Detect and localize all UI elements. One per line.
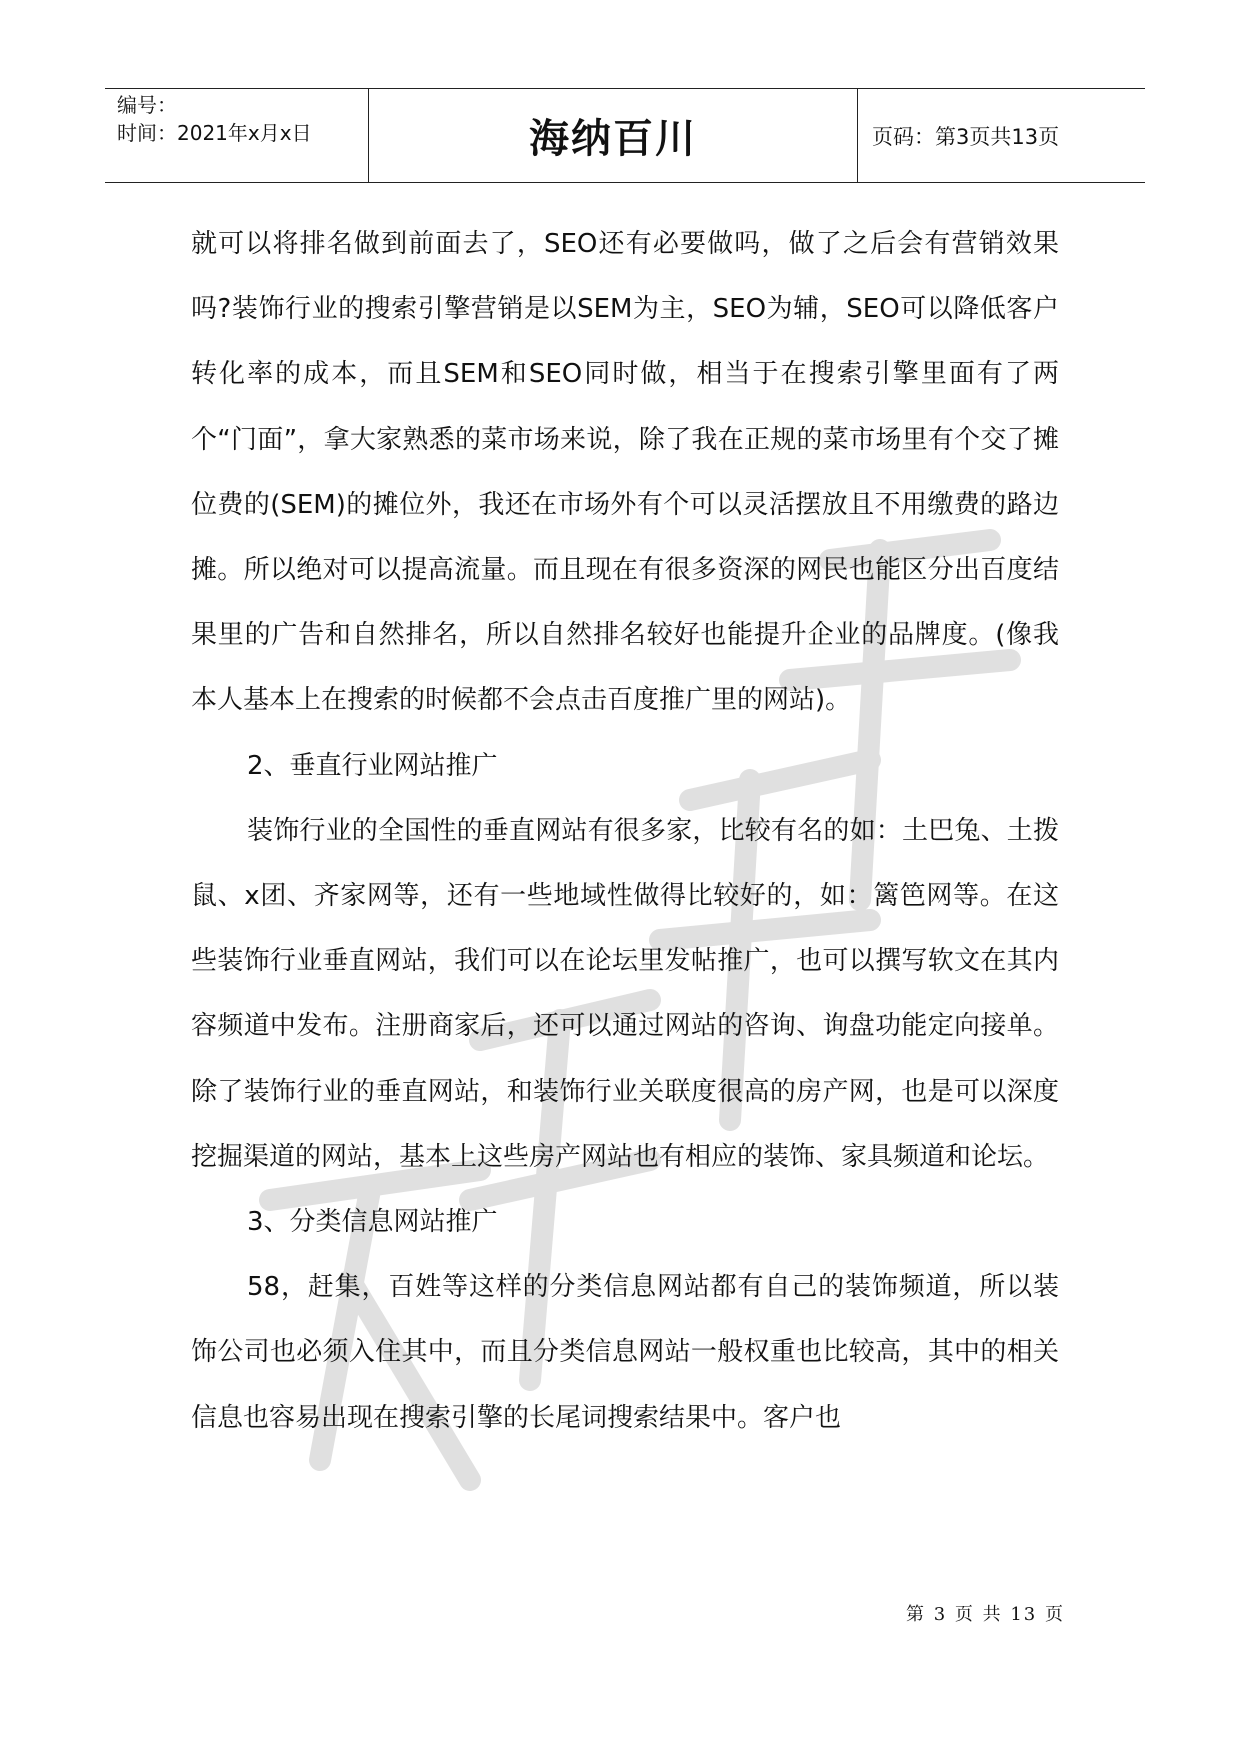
- header-meta-cell: [105, 89, 369, 182]
- page-code: 页码：第3页共13页: [872, 124, 1060, 149]
- paragraph-seo-sem: 就可以将排名做到前面去了，SEO还有必要做吗，做了之后会有营销效果吗?装饰行业的搜索引擎营销是以SEM为主，SEO为辅，SEO可以降低客户转化率的成本，而且SEM和SEO同时做，相当于在搜索引擎里面有了两个“门面”，拿大家熟悉的菜市场来说，除了我在正规的菜市场里有个交了摊位费的(SEM)的摊位外，我还在市场外有个可以灵活摆放且不用缴费的路边摊。所以绝对可以提高流量。而且现在有很多资深的网民也能区分出百度结果里的广告和自然排名，所以自然排名较好也能提升企业的品牌度。(像我本人基本上在搜索的时候都不会点击百度推广里的网站)。: [191, 229, 1059, 716]
- page-footer: 第 3 页 共 13 页: [906, 1604, 1065, 1625]
- number-label: 编号：: [117, 93, 177, 117]
- body-text: [191, 212, 1059, 1451]
- header-page-cell: [858, 89, 1145, 182]
- time-label: 时间：2021年x月x日: [117, 121, 312, 145]
- section-heading-classified-sites: 3、分类信息网站推广: [247, 1207, 498, 1238]
- paragraph-classified-sites: 58，赶集，百姓等这样的分类信息网站都有自己的装饰频道，所以装饰公司也必须入住其中，而且分类信息网站一般权重也比较高，其中的相关信息也容易出现在搜索引擎的长尾词搜索结果中。客户也: [191, 1272, 1059, 1433]
- brand-title: 海纳百川: [529, 116, 697, 162]
- header-brand-cell: [369, 89, 858, 182]
- header-table: [105, 88, 1145, 183]
- paragraph-vertical-sites: 装饰行业的全国性的垂直网站有很多家，比较有名的如：土巴兔、土拨鼠、x团、齐家网等，还有一些地域性做得比较好的，如：篱笆网等。在这些装饰行业垂直网站，我们可以在论坛里发帖推广，也可以撰写软文在其内容频道中发布。注册商家后，还可以通过网站的咨询、询盘功能定向接单。除了装饰行业的垂直网站，和装饰行业关联度很高的房产网，也是可以深度挖掘渠道的网站，基本上这些房产网站也有相应的装饰、家具频道和论坛。: [191, 815, 1059, 1172]
- section-heading-vertical-sites: 2、垂直行业网站推广: [247, 750, 498, 781]
